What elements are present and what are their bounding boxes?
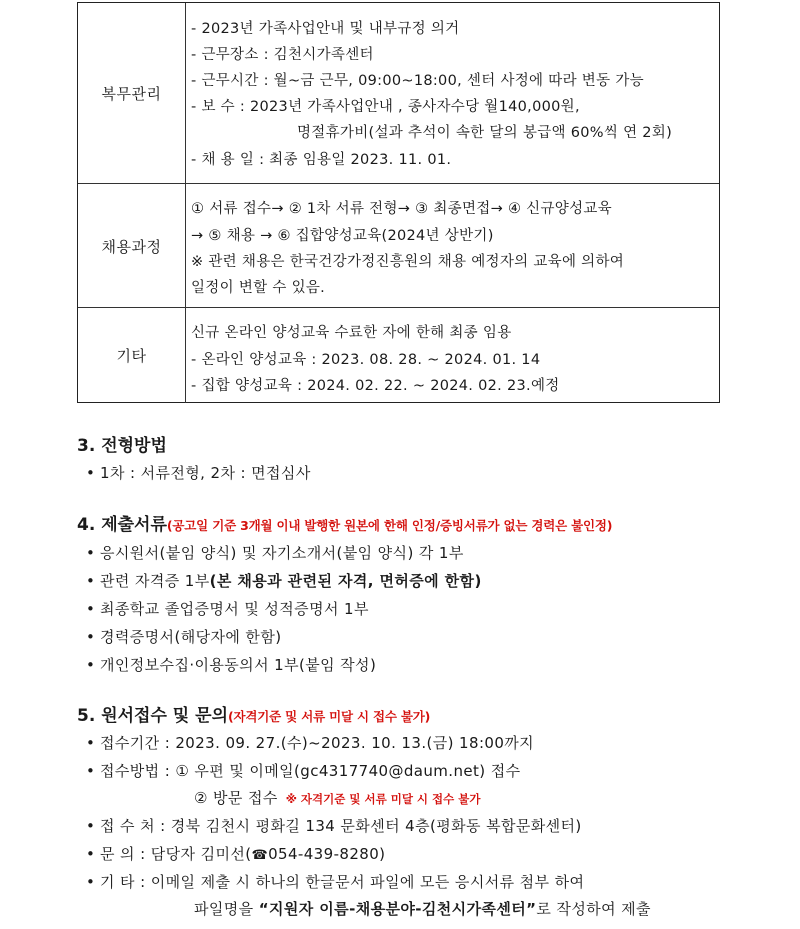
list-item [86, 542, 464, 563]
bullet-icon: • [86, 572, 96, 590]
row-body [191, 184, 713, 308]
table-line: - 근무장소 : 김천시가족센터 [191, 47, 374, 63]
table-line: 신규 온라인 양성교육 수료한 자에 한해 최종 임용 [191, 325, 512, 341]
row-body [191, 3, 713, 183]
bullet-icon: • [86, 628, 96, 646]
bullet-icon: • [86, 464, 96, 482]
list-item [86, 732, 534, 753]
bullet-icon: • [86, 817, 96, 835]
row-header-other: 기타 [78, 308, 186, 403]
list-item-text: 응시원서(붙임 양식) 및 자기소개서(붙임 양식) 각 1부 [100, 544, 464, 562]
row-header-hiring-process: 채용과정 [78, 184, 186, 308]
row-body [191, 308, 713, 403]
list-item-text: 접 수 처 : 경북 김천시 평화길 134 문화센터 4층(평화동 복합문화센터) [100, 817, 582, 835]
table-line: ※ 관련 채용은 한국건강가정진흥원의 채용 예정자의 교육에 의하여 [191, 254, 625, 270]
section-5-note: (자격기준 및 서류 미달 시 접수 불가) [228, 709, 431, 724]
list-item [86, 760, 520, 781]
list-item [86, 570, 482, 591]
list-item-text: 관련 자격증 1부 [100, 572, 210, 590]
row-header-work-management: 복무관리 [78, 3, 186, 183]
bullet-icon: • [86, 600, 96, 618]
info-table [77, 2, 720, 403]
list-item-text: 경력증명서(해당자에 한함) [100, 628, 282, 646]
table-row [78, 307, 719, 403]
table-line: - 집합 양성교육 : 2024. 02. 22. ~ 2024. 02. 23.예정 [191, 378, 560, 394]
table-line: - 근무시간 : 월~금 근무, 09:00~18:00, 센터 사정에 따라 변동 가능 [191, 73, 644, 89]
list-item [86, 815, 582, 836]
bullet-icon: • [86, 734, 96, 752]
list-item-text: 기 타 : 이메일 제출 시 하나의 한글문서 파일에 모든 응시서류 첨부 하여 [100, 873, 585, 891]
phone-icon: ☎ [251, 848, 269, 863]
list-item-bold-text: (본 채용과 관련된 자격, 면허증에 한함) [209, 572, 482, 590]
bullet-icon: • [86, 762, 96, 780]
list-item [86, 871, 584, 892]
section-4-title [77, 510, 612, 535]
filename-format: “지원자 이름-채용분야-김천시가족센터” [258, 900, 537, 918]
section-5-title [77, 701, 430, 726]
section-3-title: 3. 전형방법 [77, 436, 167, 456]
bullet-icon: • [86, 873, 96, 891]
list-item [86, 654, 376, 675]
bullet-icon: • [86, 544, 96, 562]
table-line: - 채 용 일 : 최종 임용일 2023. 11. 01. [191, 152, 452, 168]
section-4-title-text: 4. 제출서류 [77, 515, 167, 535]
visit-method-note: ※ 자격기준 및 서류 미달 시 접수 불가 [285, 792, 481, 806]
list-item-text: 접수방법 : ① 우편 및 이메일(gc4317740@daum.net) 접수 [100, 762, 521, 780]
table-row [78, 183, 719, 308]
table-line: 일정이 변할 수 있음. [191, 280, 326, 296]
filename-prefix: 파일명을 [194, 900, 259, 918]
section-4-note: (공고일 기준 3개월 이내 발행한 원본에 한해 인정/증빙서류가 없는 경력은 불인정) [166, 518, 613, 533]
list-item [86, 626, 281, 647]
table-line: → ⑤ 채용 → ⑥ 집합양성교육(2024년 상반기) [191, 228, 494, 244]
list-item-text: 문 의 : 담당자 김미선( [100, 845, 252, 863]
contact-phone: 054-439-8280) [268, 845, 386, 863]
section-5-title-text: 5. 원서접수 및 문의 [77, 706, 228, 726]
table-line: 명절휴가비(설과 추석이 속한 달의 봉급액 60%씩 연 2회) [297, 125, 673, 141]
table-line: - 보 수 : 2023년 가족사업안내 , 종사자수당 월140,000원, [191, 99, 580, 115]
list-item-text: 접수기간 : 2023. 09. 27.(수)~2023. 10. 13.(금) 18:00까지 [100, 734, 535, 752]
table-line: ① 서류 접수→ ② 1차 서류 전형→ ③ 최종면접→ ④ 신규양성교육 [191, 201, 612, 217]
list-item-text: 개인정보수집·이용동의서 1부(붙임 작성) [100, 656, 377, 674]
list-item-continuation [194, 898, 651, 919]
table-line: - 2023년 가족사업안내 및 내부규정 의거 [191, 21, 460, 37]
list-item [86, 598, 369, 619]
list-item-text: 1차 : 서류전형, 2차 : 면접심사 [100, 464, 311, 482]
table-line: - 온라인 양성교육 : 2023. 08. 28. ~ 2024. 01. 14 [191, 352, 541, 368]
bullet-icon: • [86, 845, 96, 863]
list-item [86, 462, 311, 483]
list-item-continuation [194, 787, 480, 808]
filename-suffix: 로 작성하여 제출 [536, 900, 651, 918]
list-item [86, 843, 385, 864]
list-item-text: 최종학교 졸업증명서 및 성적증명서 1부 [100, 600, 369, 618]
table-row [78, 3, 719, 183]
bullet-icon: • [86, 656, 96, 674]
visit-method-text: ② 방문 접수 [194, 789, 278, 807]
